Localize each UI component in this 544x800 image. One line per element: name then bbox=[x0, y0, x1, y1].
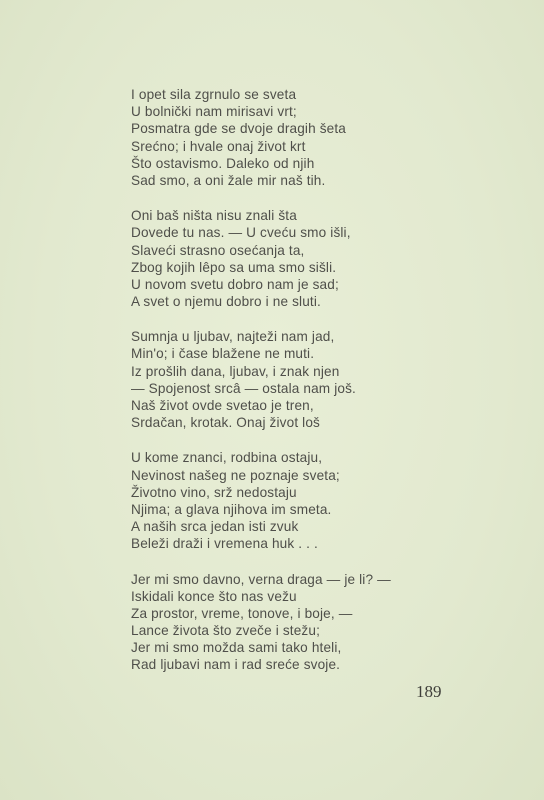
stanza bbox=[131, 328, 431, 431]
poem-line: I opet sila zgrnulo se sveta bbox=[131, 87, 297, 102]
poem-line: Oni baš ništa nisu znali šta bbox=[131, 208, 297, 224]
poem-line: — Spojenost srcâ — ostala nam još. bbox=[131, 380, 356, 396]
poem-line: Srećno; i hvale onaj život krt bbox=[131, 138, 306, 154]
poem-line: Srdačan, krotak. Onaj život loš bbox=[131, 415, 321, 431]
poem-line: Jer mi smo davno, verna draga — je li? — bbox=[131, 571, 391, 587]
poem-line: Njima; a glava njihova im smeta. bbox=[131, 501, 332, 517]
poem-line: A svet o njemu dobro i ne sluti. bbox=[131, 294, 321, 310]
poem-line: Beleži draži i vremena huk . . . bbox=[131, 536, 318, 552]
poem-line: U kome znanci, rodbina ostaju, bbox=[131, 450, 323, 466]
poem-text bbox=[131, 86, 431, 692]
poem-line: Što ostavismo. Daleko od njih bbox=[131, 155, 315, 171]
poem-line: Iskidali konce što nas vežu bbox=[131, 588, 297, 604]
poem-line: Iz prošlih dana, ljubav, i znak njen bbox=[131, 363, 340, 379]
stanza bbox=[131, 207, 431, 310]
stanza bbox=[131, 449, 431, 552]
poem-line: Za prostor, vreme, tonove, i boje, — bbox=[131, 605, 353, 621]
poem-line: U bolnički nam mirisavi vrt; bbox=[131, 104, 297, 120]
poem-line: Naš život ovde svetao je tren, bbox=[131, 398, 314, 413]
poem-line: Slaveći strasno osećanja ta, bbox=[131, 242, 305, 258]
poem-line: A naših srca jedan isti zvuk bbox=[131, 519, 299, 535]
poem-line: Posmatra gde se dvoje dragih šeta bbox=[131, 121, 347, 137]
poem-line: Min'o; i čase blažene ne muti. bbox=[131, 346, 315, 362]
poem-line: Zbog kojih lêpo sa uma smo sišli. bbox=[131, 259, 337, 275]
poem-line: Lance života što zveče i stežu; bbox=[131, 623, 321, 639]
stanza bbox=[131, 86, 431, 189]
poem-line: Jer mi smo možda sami tako hteli, bbox=[131, 640, 342, 656]
page-number: 189 bbox=[416, 682, 442, 701]
poem-line: Sumnja u ljubav, najteži nam jad, bbox=[131, 329, 335, 345]
poem-line: Rad ljubavi nam i rad sreće svoje. bbox=[131, 657, 341, 673]
poem-line: Životno vino, srž nedostaju bbox=[131, 484, 297, 500]
poem-line: Dovede tu nas. — U cveću smo išli, bbox=[131, 225, 351, 241]
poem-line: Sad smo, a oni žale mir naš tih. bbox=[131, 172, 326, 188]
poem-line: U novom svetu dobro nam je sad; bbox=[131, 276, 339, 292]
stanza bbox=[131, 571, 431, 674]
poem-line: Nevinost našeg ne poznaje sveta; bbox=[131, 467, 340, 483]
